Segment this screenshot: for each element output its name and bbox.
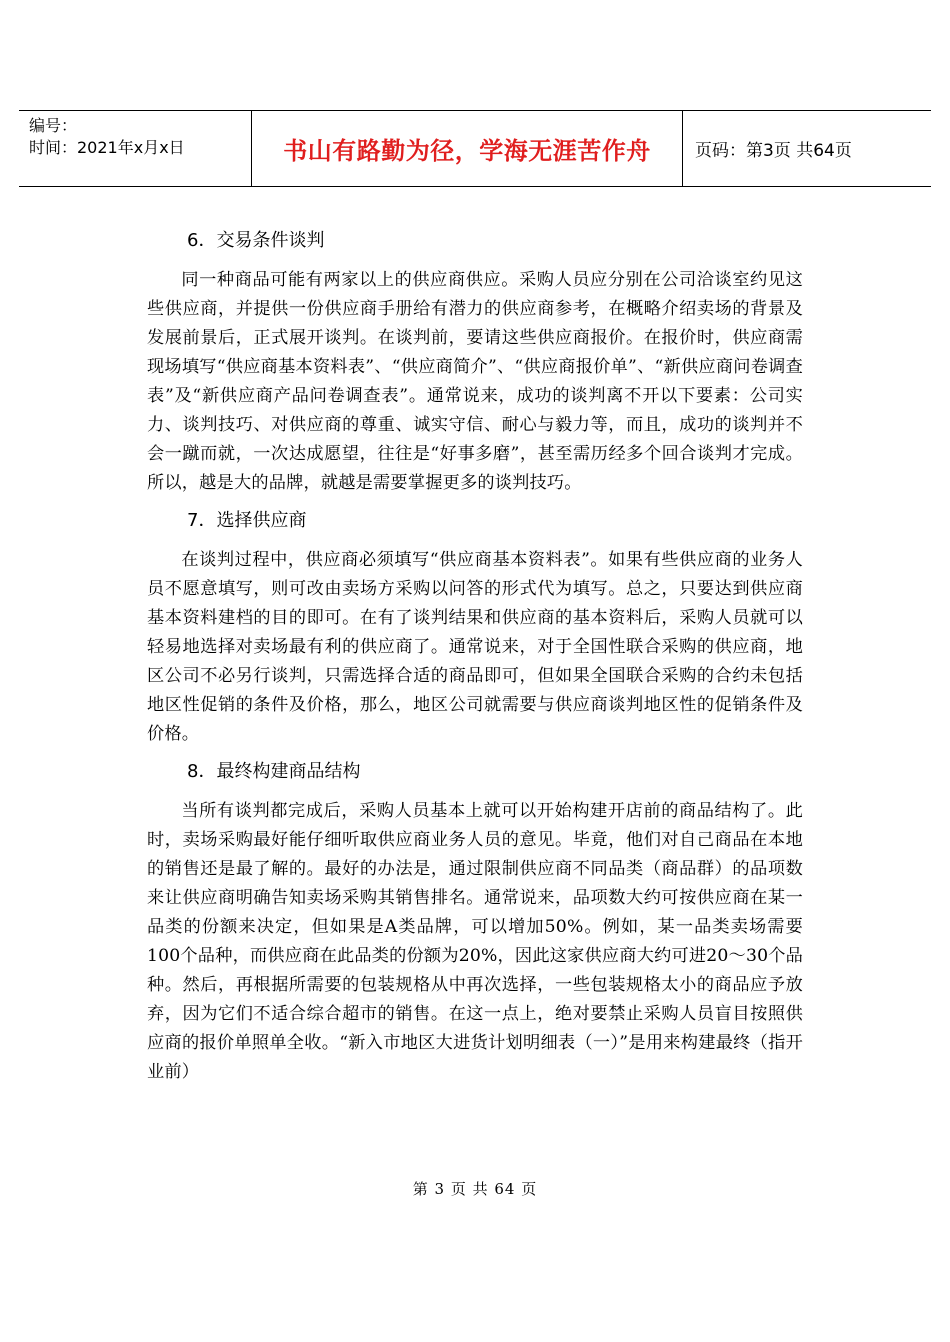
header-divider (682, 111, 683, 186)
section-heading: 6．交易条件谈判 (187, 230, 325, 251)
header-motto: 书山有路勤为径，学海无涯苦作舟 (283, 136, 651, 165)
section-paragraph: 同一种商品可能有两家以上的供应商供应。采购人员应分别在公司洽谈室约见这些供应商，并提供一份供应商手册给有潜力的供应商参考，在概略介绍卖场的背景及发展前景后，正式展开谈判。在谈判前，要请这些供应商报价。在报价时，供应商需现场填写“供应商基本资料表”、“供应商简介”、“供应商报价单”、“新供应商问卷调查表”及“新供应商产品问卷调查表”。通常说来，成功的谈判离不开以下要素：公司实力、谈判技巧、对供应商的尊重、诚实守信、耐心与毅力等，而且，成功的谈判并不会一蹴而就，一次达成愿望，往往是“好事多磨”，甚至需历经多个回合谈判才完成。所以，越是大的品牌，就越是需要掌握更多的谈判技巧。 (147, 270, 803, 493)
document-body (147, 228, 803, 1097)
page-footer: 第 3 页 共 64 页 (412, 1180, 538, 1198)
header-table (19, 110, 931, 187)
document-number-label: 编号： (29, 116, 78, 135)
section-paragraph: 在谈判过程中，供应商必须填写“供应商基本资料表”。如果有些供应商的业务人员不愿意填写，则可改由卖场方采购以问答的形式代为填写。总之，只要达到供应商基本资料建档的目的即可。在有了谈判结果和供应商的基本资料后，采购人员就可以轻易地选择对卖场最有利的供应商了。通常说来，对于全国性联合采购的供应商，地区公司不必另行谈判，只需选择合适的商品即可，但如果全国联合采购的合约未包括地区性促销的条件及价格，那么，地区公司就需要与供应商谈判地区性的促销条件及价格。 (147, 550, 803, 744)
section-paragraph: 当所有谈判都完成后，采购人员基本上就可以开始构建开店前的商品结构了。此时，卖场采购最好能仔细听取供应商业务人员的意见。毕竟，他们对自己商品在本地的销售还是最了解的。最好的办法是，通过限制供应商不同品类（商品群）的品项数来让供应商明确告知卖场采购其销售排名。通常说来，品项数大约可按供应商在某一品类的份额来决定，但如果是A类品牌，可以增加50%。例如，某一品类卖场需要100个品种，而供应商在此品类的份额为20%，因此这家供应商大约可进20～30个品种。然后，再根据所需要的包装规格从中再次选择，一些包装规格太小的商品应予放弃，因为它们不适合综合超市的销售。在这一点上，绝对要禁止采购人员盲目按照供应商的报价单照单全收。“新入市地区大进货计划明细表（一）”是用来构建最终（指开业前） (147, 801, 803, 1082)
document-time-label: 时间：2021年x月x日 (29, 138, 185, 157)
header-info (29, 115, 244, 159)
section-heading: 7．选择供应商 (187, 510, 307, 531)
section-heading: 8．最终构建商品结构 (187, 761, 361, 782)
header-page-number: 页码：第3页 共64页 (695, 140, 852, 161)
